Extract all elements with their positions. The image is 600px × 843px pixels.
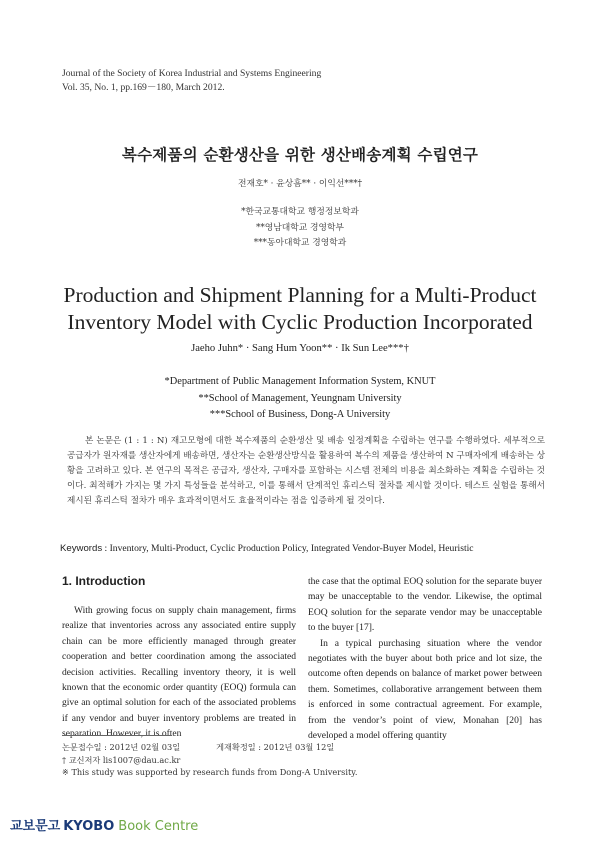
brand-korean: 교보문고 [10,819,61,834]
right-paragraph-1: the case that the optimal EOQ solution for the separate buyer may be unacceptable to the vendor. Likewise, the optimal EOQ solution for the separate vendor may be unacceptable to the buyer [17]. [308,576,542,634]
english-affiliation-1: *Department of Public Management Information System, KNUT [164,376,436,387]
korean-authors: 전재호* · 윤상흠** · 이익선***† [237,179,363,189]
english-authors: Jaeho Juhn* · Sang Hum Yoon** · Ik Sun Lee***† [191,343,409,354]
journal-name: Journal of the Society of Korea Industrial and Systems Engineering [62,68,322,79]
korean-affiliation-2: **영남대학교 경영학부 [255,222,345,233]
korean-title: 복수제품의 순환생산을 위한 생산배송계획 수립연구 [121,146,479,164]
kyobo-watermark [10,815,198,834]
intro-right-column [308,574,542,743]
brand-kyobo: KYOBO [63,819,115,834]
korean-affiliations [0,205,600,252]
korean-affiliation-3: ***동아대학교 경영학과 [253,238,347,248]
english-affiliation-2: **School of Management, Yeungnam University [198,392,402,404]
keywords-label: Keywords [60,543,103,554]
korean-affiliation-1: *한국교통대학교 행정정보학과 [241,207,359,217]
journal-header [62,67,321,95]
corresponding-author: † 교신저자 lis1007@dau.ac.kr [62,754,181,765]
english-affiliation-3: ***School of Business, Dong-A University [209,409,391,420]
section-heading: 1. Introduction [62,574,146,588]
footnotes [62,741,357,779]
accepted-date: 게재확정일 : 2012년 03월 12일 [216,742,335,752]
journal-volume: Vol. 35, No. 1, pp.169－180, March 2012. [62,82,225,93]
received-date: 논문접수일 : 2012년 02월 03일 [62,742,181,752]
english-title-line-1: Production and Shipment Planning for a Multi-Product [63,283,537,307]
footnote-dates [62,741,357,754]
right-paragraph-2: In a typical purchasing situation where the vendor negotiates with the buyer about both price and lot size, the outcome often depends on balance of market power between them. Sometimes, collaborative arrangement between them is enforced in some contractual agreement. For example, from the vendor’s point of view, Monahan [20] has developed a model offering quantity [308,637,542,742]
english-title [0,282,600,336]
brand-book-centre: Book Centre [118,819,199,834]
footnote-divider [62,735,172,736]
funding-note: ※ This study was supported by research funds from Dong-A University. [62,767,358,777]
english-title-line-2: Inventory Model with Cyclic Production Incorporated [67,310,533,334]
korean-abstract: 본 논문은 (1 : 1 : N) 재고모형에 대한 복수제품의 순환생산 및 배송 일정계획을 수립하는 연구를 수행하였다. 세부적으로 공급자가 원자재를 생산자에게 배송하면, 생산자는 순환생산방식을 활용하여 복수의 제품을 생산하여 N 구매자에게 배송하는 상황을 고려하고 있다. 본 연구의 목적은 공급자, 생산자, 구매자를 포함하는 시스템 전체의 비용을 최소화하는 계획을 수립하는 것이다. 최적해가 가지는 몇 가지 특성들을 분석하고, 이를 통해서 단계적인 휴리스틱 절차를 제시할 것이다. 테스트 실험을 통해서 제시된 휴리스틱 절차가 매우 효과적이면서도 효율적이라는 점을 입증하게 될 것이다. [67,436,545,506]
intro-left-column: With growing focus on supply chain management, firms realize that inventories across any associated entire supply chain can be more efficiently managed through greater cooperation and better coordination among the associated decision activities. Recalling inventory theory, it is well known that the economic order quantity (EOQ) formula can give an optimal solution for each of the associated problems if any vendor and buyer inventory problems are treated in separation. However, it is often [62,605,296,740]
english-affiliations [0,374,600,424]
keywords-text: : Inventory, Multi-Product, Cyclic Production Policy, Integrated Vendor-Buyer Model, Heuristic [102,543,474,554]
keywords-line [60,543,474,554]
